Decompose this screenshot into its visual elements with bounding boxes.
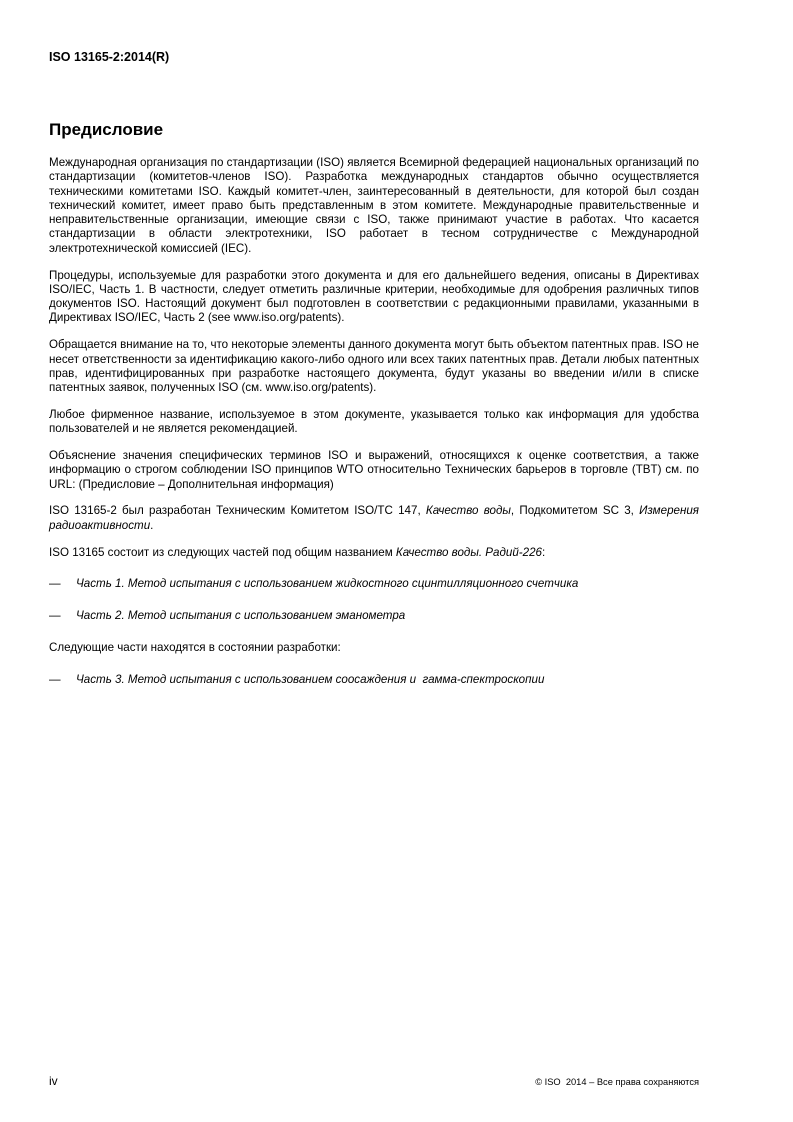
part-2-title: Часть 2. Метод испытания с использованием эманометра — [76, 609, 406, 623]
page-title: Предисловие — [49, 120, 164, 139]
page-number: iv — [49, 1074, 58, 1088]
list-item-part-3 — [49, 673, 699, 687]
committee-text-e: . — [150, 518, 154, 532]
paragraph-committee — [49, 504, 699, 533]
paragraph-parts-intro — [49, 546, 699, 560]
parts-intro-text-c: : — [541, 545, 546, 559]
paragraph-procedures: Процедуры, используемые для разработки этого документа и для его дальнейшего ведения, описаны в Директивах ISO/IEC, Часть 1. В частности, следует отметить различные критерии, необходимые для одобрения различных типов документов ISO. Настоящий документ был подготовлен в соответствии с редакционными правилами, указанными в Директивах ISO/IEC, Часть 2 (see www.iso.org/patents). — [49, 268, 699, 325]
document-id-header: ISO 13165-2:2014(R) — [49, 50, 170, 64]
part-1-title: Часть 1. Метод испытания с использованием жидкостного сцинтилляционного счетчика — [76, 577, 579, 591]
list-dash: — — [49, 577, 61, 591]
foreword-body — [49, 156, 699, 705]
parts-intro-text-a: ISO 13165 состоит из следующих частей под общим названием — [49, 545, 396, 559]
part-3-title: Часть 3. Метод испытания с использованием соосаждения и гамма-спектроскопии — [76, 672, 545, 686]
list-item-part-1 — [49, 577, 699, 591]
paragraph-terms-explanation: Объяснение значения специфических терминов ISO и выражений, относящихся к оценке соответствия, а также информацию о строгом соблюдении ISO принципов WTO относительно Технических барьеров в торговле (TBT) см. по URL: (Предисловие – Дополнительная информация) — [49, 449, 699, 491]
list-item-part-2 — [49, 609, 699, 623]
committee-title-water-quality: Качество воды — [425, 504, 511, 518]
paragraph-iso-organization: Международная организация по стандартизации (ISO) является Всемирной федерацией национальных организаций по стандартизации (комитетов-членов ISO). Разработка международных стандартов обычно осуществляется техническими комитетами ISO. Каждый комитет-член, заинтересованный в деятельности, для которой был создан технический комитет, имеет право быть представленным в этом комитете. Международные правительственные и неправительственные организации, имеющие связи с ISO, также принимают участие в работах. Что касается стандартизации в области электротехники, ISO работает в тесном сотрудничестве с Международной электротехнической комиссией (IEC). — [49, 156, 699, 255]
committee-text-a: ISO 13165-2 был разработан Техническим Комитетом ISO/TC 147, — [49, 504, 426, 518]
committee-text-c: , Подкомитетом SC 3, — [510, 504, 640, 518]
copyright-notice: © ISO 2014 – Все права сохраняются — [535, 1077, 699, 1087]
list-dash: — — [49, 609, 61, 623]
paragraph-trade-names: Любое фирменное название, используемое в этом документе, указывается только как информация для удобства пользователей и не является рекомендацией. — [49, 407, 699, 436]
paragraph-patents: Обращается внимание на то, что некоторые элементы данного документа могут быть объектом патентных прав. ISO не несет ответственности за идентификацию какого-либо одного или всех таких патентных прав. Детали любых патентных прав, идентифицированных при разработке настоящего документа, будут указаны во введении и/или в списке патентных заявок, полученных ISO (см. www.iso.org/patents). — [49, 338, 699, 395]
paragraph-parts-in-development: Следующие части находятся в состоянии разработки: — [49, 640, 341, 654]
subcommittee-title: Измерения радиоактивности — [49, 504, 699, 532]
list-dash: — — [49, 672, 61, 686]
parts-general-title: Качество воды. Радий-226 — [395, 545, 542, 559]
